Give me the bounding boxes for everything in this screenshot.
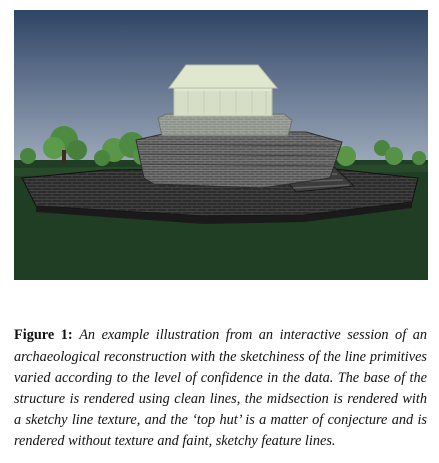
caption-label: Figure 1:	[14, 327, 73, 344]
caption-text: An example illustration from an interactive session of an archaeological reconstruction with the sketchiness of the line primitives varied according to the level of confidence in the data. The base of the structure is rendered using clean lines, the midsection is rendered with a sketchy line texture, and the ‘top hut’ is a matter of conjecture and is rendered without texture and faint, sketchy feature lines.	[14, 327, 427, 450]
figure-illustration	[14, 10, 428, 280]
figure-caption	[14, 325, 427, 452]
top-hut	[169, 65, 277, 116]
archaeological-reconstruction-render	[14, 10, 428, 280]
structure-midsection	[136, 132, 342, 188]
structure-upper-terrace	[158, 114, 292, 136]
